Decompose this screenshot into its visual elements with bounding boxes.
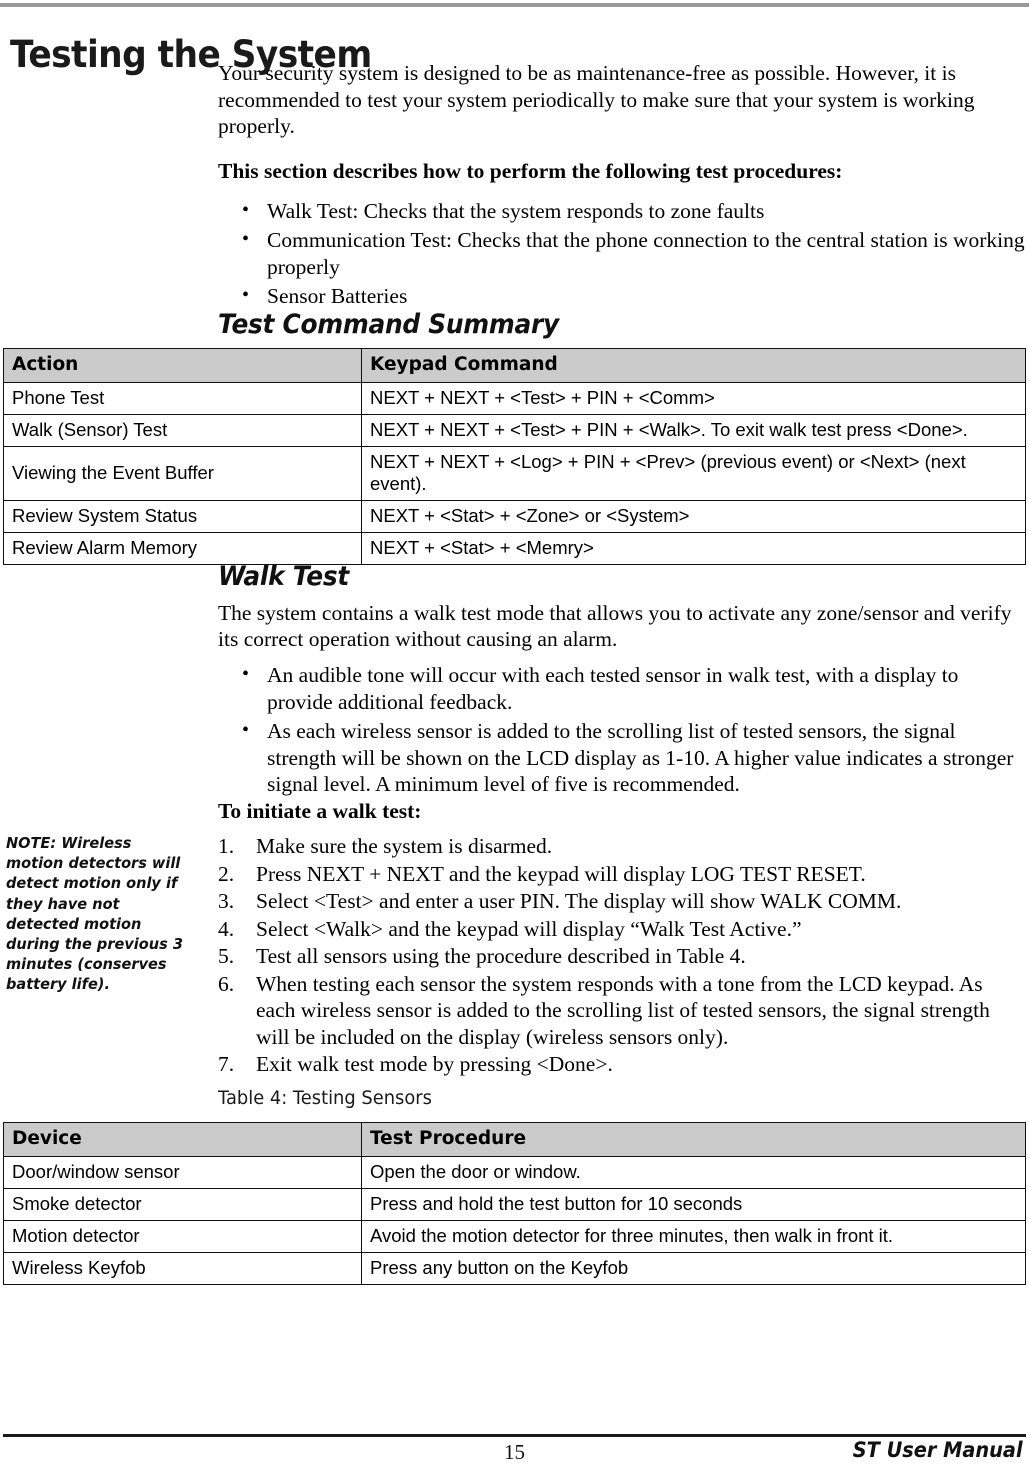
list-item [218, 833, 1026, 860]
cell-keypad-command: NEXT + NEXT + <Test> + PIN + <Comm> [362, 383, 1026, 415]
cell-action: Review System Status [4, 501, 362, 533]
walk-test-bullet-list [218, 662, 1026, 798]
step-text: Press NEXT + NEXT and the keypad will display LOG TEST RESET. [256, 861, 866, 886]
column-header-test-procedure: Test Procedure [362, 1123, 1026, 1157]
cell-keypad-command: NEXT + <Stat> + <Memry> [362, 533, 1026, 565]
walk-test-paragraph: The system contains a walk test mode that allows you to activate any zone/sensor and verify its correct operation without causing an alarm. [218, 601, 1012, 651]
intro-paragraph: Your security system is designed to be as maintenance-free as possible. However, it is recommended to test your system periodically to make sure that your system is working properly. [218, 61, 975, 138]
cell-test-procedure: Press and hold the test button for 10 seconds [362, 1189, 1026, 1221]
section-heading-walk-test: Walk Test [218, 561, 349, 592]
intro-bullet-list [218, 198, 1026, 310]
cell-action: Walk (Sensor) Test [4, 415, 362, 447]
table-header-row [4, 1123, 1026, 1157]
step-text: Select <Walk> and the keypad will display “Walk Test Active.” [256, 916, 802, 941]
list-item-label: Communication Test: Checks that the phone connection to the central station is working properly [267, 228, 1025, 279]
testing-sensors-table [3, 1122, 1026, 1285]
step-text: Exit walk test mode by pressing <Done>. [256, 1052, 613, 1076]
cell-device: Motion detector [4, 1221, 362, 1253]
step-number: 4. [218, 916, 235, 941]
list-item [218, 1051, 1026, 1078]
table-row [4, 1157, 1026, 1189]
section-heading-test-command-summary: Test Command Summary [218, 309, 559, 340]
step-number: 2. [218, 861, 235, 886]
cell-device: Smoke detector [4, 1189, 362, 1221]
step-text: Make sure the system is disarmed. [256, 834, 553, 858]
page-title: Testing the System [10, 32, 372, 76]
walk-test-steps-list [218, 833, 1026, 1078]
cell-action: Review Alarm Memory [4, 533, 362, 565]
walk-test-section [218, 600, 1026, 808]
walk-test-steps-section [218, 798, 1026, 1079]
step-number: 5. [218, 944, 235, 968]
bullet-icon: • [242, 228, 250, 250]
list-item [218, 283, 1026, 310]
list-item-label: Walk Test: Checks that the system responds to zone faults [267, 198, 765, 223]
column-header-device: Device [4, 1123, 362, 1157]
list-item-label: As each wireless sensor is added to the scrolling list of tested sensors, the signal strength will be shown on the LCD display as 1-10. A higher value indicates a stronger signal level. A minimum level of five is recommended. [267, 719, 1014, 796]
step-number: 7. [218, 1052, 235, 1076]
step-text: Test all sensors using the procedure described in Table 4. [256, 944, 746, 968]
step-number: 6. [218, 971, 235, 996]
step-number: 1. [218, 834, 235, 858]
table-row [4, 1189, 1026, 1221]
table-row [4, 501, 1026, 533]
list-item [218, 971, 1026, 1051]
cell-keypad-command: NEXT + <Stat> + <Zone> or <System> [362, 501, 1026, 533]
list-item [218, 888, 1026, 915]
table-row [4, 1221, 1026, 1253]
margin-note: NOTE: Wireless motion detectors will detect motion only if they have not detected motion during the previous 3 minutes (conserves battery life). [6, 834, 183, 994]
intro-section [218, 60, 1026, 320]
list-item [218, 861, 1026, 888]
bullet-icon: • [242, 663, 250, 685]
table-row [4, 415, 1026, 447]
cell-device: Door/window sensor [4, 1157, 362, 1189]
table-row [4, 447, 1026, 501]
cell-test-procedure: Open the door or window. [362, 1157, 1026, 1189]
testing-sensors-table-wrapper [3, 1122, 1026, 1285]
bullet-icon: • [242, 198, 250, 221]
column-header-keypad-command: Keypad Command [362, 349, 1026, 383]
table-caption-testing-sensors: Table 4: Testing Sensors [218, 1087, 432, 1109]
cell-test-procedure: Avoid the motion detector for three minutes, then walk in front it. [362, 1221, 1026, 1253]
step-number: 3. [218, 889, 235, 913]
list-item-label: An audible tone will occur with each tested sensor in walk test, with a display to provide additional feedback. [267, 663, 959, 714]
list-item [218, 718, 1026, 798]
cell-device: Wireless Keyfob [4, 1253, 362, 1285]
list-item [218, 198, 1026, 225]
list-item-label: Sensor Batteries [267, 284, 408, 308]
list-item [218, 916, 1026, 943]
column-header-action: Action [4, 349, 362, 383]
intro-lead: This section describes how to perform the following test procedures: [218, 158, 843, 183]
table-row [4, 383, 1026, 415]
table-row [4, 1253, 1026, 1285]
cell-action: Phone Test [4, 383, 362, 415]
test-command-summary-table-wrapper [3, 348, 1026, 565]
steps-lead: To initiate a walk test: [218, 799, 422, 823]
table-header-row [4, 349, 1026, 383]
step-text: When testing each sensor the system responds with a tone from the LCD keypad. As each wireless sensor is added to the scrolling list of tested sensors, the signal strength will be included on the display (wireless sensors only). [256, 971, 990, 1049]
footer-page-number: 15 [504, 1440, 525, 1464]
list-item [218, 662, 1026, 715]
cell-test-procedure: Press any button on the Keyfob [362, 1253, 1026, 1285]
list-item [218, 943, 1026, 970]
list-item [218, 227, 1026, 280]
cell-action: Viewing the Event Buffer [4, 447, 362, 501]
cell-keypad-command: NEXT + NEXT + <Test> + PIN + <Walk>. To exit walk test press <Done>. [362, 415, 1026, 447]
footer-divider-rule [3, 1434, 1026, 1437]
table-row [4, 533, 1026, 565]
bullet-icon: • [242, 719, 250, 741]
bullet-icon: • [242, 284, 250, 306]
cell-keypad-command: NEXT + NEXT + <Log> + PIN + <Prev> (previous event) or <Next> (next event). [362, 447, 1026, 501]
step-text: Select <Test> and enter a user PIN. The display will show WALK COMM. [256, 889, 902, 913]
footer-manual-title: ST User Manual [853, 1438, 1023, 1462]
top-divider-rule [0, 3, 1029, 7]
test-command-summary-table [3, 348, 1026, 565]
